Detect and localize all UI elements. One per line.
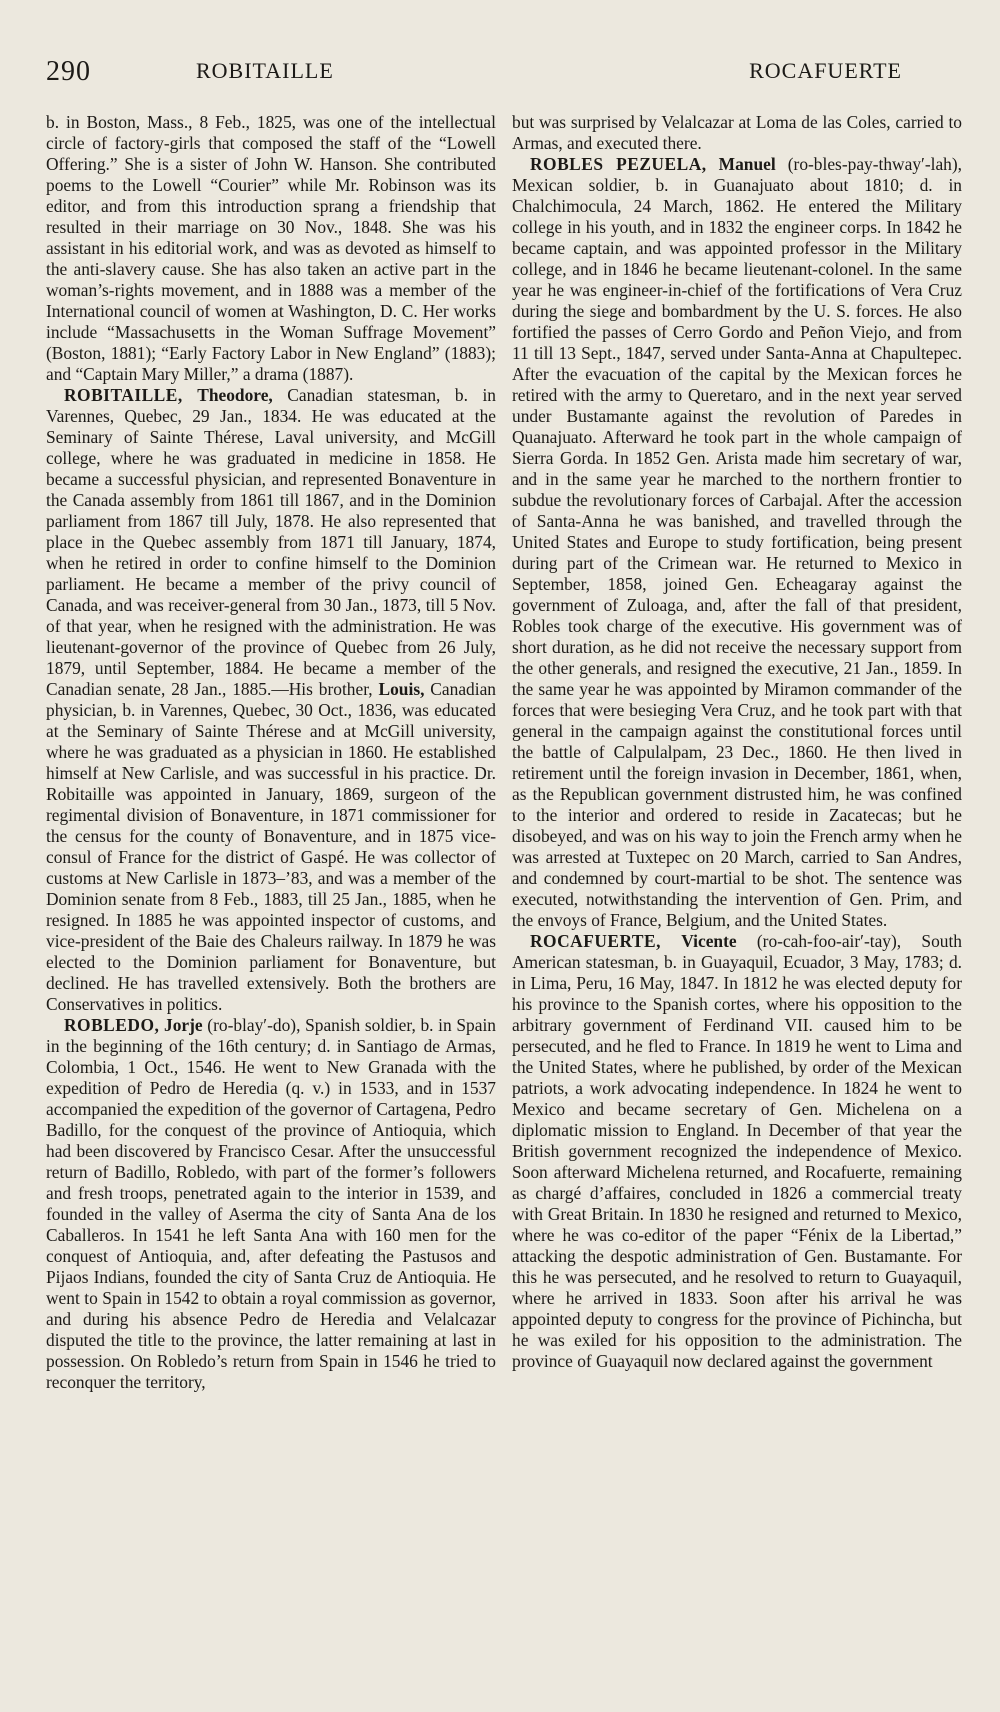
- page-header: [46, 58, 962, 98]
- entry-text-rocafuerte: (ro-cah-foo-air′-tay), South American statesman, b. in Guayaquil, Ecuador, 3 May, 1783; d. in Lima, Peru, 16 May, 1847. In 1812 he was elected deputy for his province to the Spanish cortes, where his opposition to the arbitrary government of Ferdinand VII. caused him to be persecuted, and he fled to France. In 1819 he went to Lima and the United States, where he published, by order of the Mexican patriots, a work advocating independence. In 1824 he went to Mexico and became secretary of Gen. Michelena on a diplomatic mission to England. In December of that year the British government recognized the independence of Mexico. Soon afterward Michelena returned, and Rocafuerte, remaining as chargé d’affaires, concluded in 1826 a commercial treaty with Great Britain. In 1830 he resigned and returned to Mexico, where he was co-editor of the paper “Fénix de la Libertad,” attacking the despotic administration of Gen. Bustamante. For this he was persecuted, and he resolved to return to Guayaquil, where he arrived in 1833. Soon after his arrival he was appointed deputy to congress for the province of Pichincha, but he was exiled for his opposition to the administration. The province of Guayaquil now declared against the government: [512, 931, 962, 1371]
- entry-text-robles-pezuela: (ro-bles-pay-thway′-lah), Mexican soldier, b. in Guanajuato about 1810; d. in Chalchimocula, 24 March, 1862. He entered the Military college in his youth, and in 1832 the engineer corps. In 1842 he became captain, and was appointed professor in the Military college, and in 1846 he became lieutenant-colonel. In the same year he was engineer-in-chief of the fortifications of Vera Cruz during the siege and bombardment by the U. S. forces. He also fortified the passes of Cerro Gordo and Peñon Viejo, and from 11 till 13 Sept., 1847, served under Santa-Anna at Chapultepec. After the evacuation of the capital by the Mexican forces he retired with the army to Queretaro, and in the next year served under Bustamante against the revolution of Paredes in Quanajuato. Afterward he took part in the whole campaign of Sierra Gorda. In 1852 Gen. Arista made him secretary of war, and in the same year he marched to the northern frontier to subdue the revolutionary forces of Carbajal. After the accession of Santa-Anna he was banished, and travelled through the United States and Europe to study fortification, being present during part of the Crimean war. He returned to Mexico in September, 1858, joined Gen. Echeagaray against the government of Zuloaga, and, after the fall of that president, Robles took charge of the executive. His government was of short duration, as he did not receive the necessary support from the other generals, and resigned the executive, 21 Jan., 1859. In the same year he was appointed by Miramon commander of the forces that were besieging Vera Cruz, and he took part with that general in the campaign against the constitutional forces until the battle of Calpulalpam, 23 Dec., 1860. He then lived in retirement until the foreign invasion in December, 1861, when, as the Republican government distrusted him, he was confined to the interior and ordered to reside in Zacatecas; but he disobeyed, and was on his way to join the French army when he was arrested at Tuxtepec on 20 March, carried to San Andres, and condemned by court-martial to be shot. The sentence was executed, notwithstanding the intervention of Gen. Prim, and the envoys of France, Belgium, and the United States.: [512, 154, 962, 930]
- given-name-jorje: Jorje: [164, 1015, 203, 1035]
- headword-robledo: ROBLEDO,: [64, 1015, 160, 1035]
- headword-robles-pezuela: ROBLES PEZUELA,: [530, 154, 707, 174]
- headword-robitaille: ROBITAILLE,: [64, 385, 183, 405]
- entry-robles-pezuela: [512, 154, 962, 931]
- left-running-head: ROBITAILLE: [196, 58, 334, 83]
- page-number: 290: [46, 56, 91, 87]
- right-column: [512, 112, 962, 1692]
- left-column: [46, 112, 496, 1692]
- entry-text-robitaille: Canadian statesman, b. in Varennes, Quebec, 29 Jan., 1834. He was educated at the Seminary of Sainte Thérese, Laval university, and McGill college, where he was graduated in medicine in 1858. He became a successful physician, and represented Bonaventure in the Canada assembly from 1861 till 1867, and in the Dominion parliament from 1867 till July, 1878. He also represented that place in the Quebec assembly from 1871 till January, 1874, when he retired in order to confine himself to the Dominion parliament. He became a member of the privy council of Canada, and was receiver-general from 30 Jan., 1873, till 5 Nov. of that year, when he resigned with the administration. He was lieutenant-governor of the province of Quebec from 26 July, 1879, until September, 1884. He became a member of the Canadian senate, 28 Jan., 1885.—His brother,: [46, 385, 496, 699]
- given-name-manuel: Manuel: [718, 154, 776, 174]
- text-columns: [46, 112, 962, 1692]
- headword-rocafuerte: ROCAFUERTE,: [530, 931, 661, 951]
- entry-robitaille: [46, 385, 496, 1015]
- entry-text-robledo: (ro-blay′-do), Spanish soldier, b. in Spain in the beginning of the 16th century; d. in Santiago de Armas, Colombia, 1 Oct., 1546. He went to New Granada with the expedition of Pedro de Heredia (q. v.) in 1533, and in 1537 accompanied the expedition of the governor of Cartagena, Pedro Badillo, for the conquest of the province of Antioquia, which had been discovered by Francisco Cesar. After the unsuccessful return of Badillo, Robledo, with part of the former’s followers and fresh troops, penetrated again to the interior in 1539, and founded in the valley of Aserma the city of Santa Ana de los Caballeros. In 1541 he left Santa Ana with 160 men for the conquest of Antioquia, and, after defeating the Pastusos and Pijaos Indians, founded the city of Santa Cruz de Antioquia. He went to Spain in 1542 to obtain a royal commission as governor, and during his absence Pedro de Heredia and Velalcazar disputed the title to the province, the latter remaining at last in possession. On Robledo’s return from Spain in 1546 he tried to reconquer the territory,: [46, 1015, 496, 1392]
- given-name-theodore: Theodore,: [197, 385, 273, 405]
- entry-robledo: [46, 1015, 496, 1393]
- entry-text-louis: Canadian physician, b. in Varennes, Quebec, 30 Oct., 1836, was educated at the Seminary of Sainte Thérese and at McGill university, where he was graduated as a physician in 1860. He established himself at New Carlisle, and was successful in his practice. Dr. Robitaille was appointed in January, 1869, surgeon of the regimental division of Bonaventure, in 1871 commissioner for the census for the county of Bonaventure, and in 1875 vice-consul of France for the district of Gaspé. He was collector of customs at New Carlisle in 1873–’83, and was a member of the Dominion senate from 8 Feb., 1883, till 25 Jan., 1885, when he resigned. In 1885 he was appointed inspector of customs, and vice-president of the Baie des Chaleurs railway. In 1879 he was elected to the Dominion parliament for Bonaventure, but declined. He has travelled extensively. Both the brothers are Conservatives in politics.: [46, 679, 496, 1014]
- entry-rocafuerte: [512, 931, 962, 1372]
- robinson-continuation: b. in Boston, Mass., 8 Feb., 1825, was one of the intellectual circle of factory-girls that composed the staff of the “Lowell Offering.” She is a sister of John W. Hanson. She contributed poems to the Lowell “Courier” while Mr. Robinson was its editor, and from this introduction sprang a friendship that resulted in their marriage on 30 Nov., 1848. She was his assistant in his editorial work, and was as devoted as himself to the anti-slavery cause. She has also taken an active part in the woman’s-rights movement, and in 1888 was a member of the International council of women at Washington, D. C. Her works include “Massachusetts in the Woman Suffrage Movement” (Boston, 1881); “Early Factory Labor in New England” (1883); and “Captain Mary Miller,” a drama (1887).: [46, 112, 496, 384]
- given-name-vicente: Vicente: [681, 931, 737, 951]
- right-running-head: ROCAFUERTE: [749, 58, 902, 83]
- given-name-louis: Louis,: [378, 679, 425, 699]
- robledo-continuation: but was surprised by Velalcazar at Loma de las Coles, carried to Armas, and executed there.: [512, 112, 962, 153]
